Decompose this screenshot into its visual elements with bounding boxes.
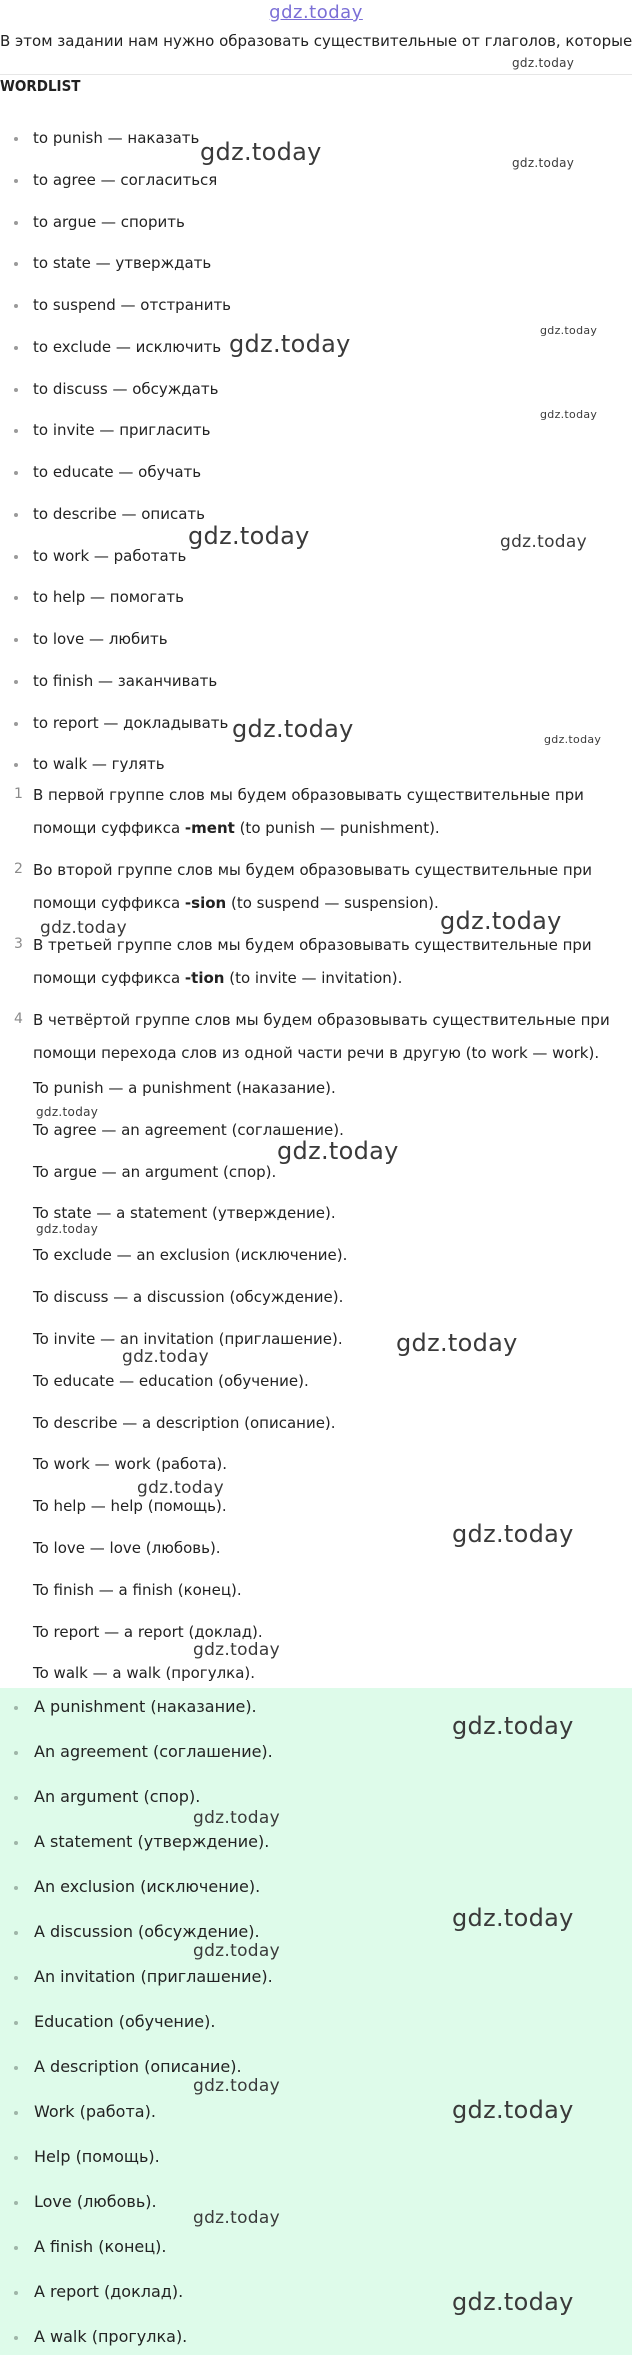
rule-line: В четвёртой группе слов мы будем образовывать существительные при xyxy=(33,1011,610,1029)
watermark: gdz.today xyxy=(122,1347,209,1367)
watermark: gdz.today xyxy=(40,918,127,938)
rule-line: Во второй группе слов мы будем образовывать существительные при xyxy=(33,861,592,879)
watermark: gdz.today xyxy=(200,138,322,166)
bullet-icon xyxy=(14,1706,18,1710)
bullet-icon xyxy=(14,346,18,350)
bullet-icon xyxy=(14,1976,18,1980)
bullet-icon xyxy=(14,388,18,392)
example-line: To state — a statement (утверждение). xyxy=(33,1204,336,1222)
bullet-icon xyxy=(14,680,18,684)
watermark: gdz.today xyxy=(452,1520,574,1548)
suffix: -sion xyxy=(184,894,227,912)
rule-line: помощи суффикса -ment (to punish — punishment). xyxy=(33,819,440,837)
bullet-icon xyxy=(14,513,18,517)
watermark: gdz.today xyxy=(500,532,587,552)
suffix: -ment xyxy=(184,819,235,837)
watermark: gdz.today xyxy=(512,156,575,170)
watermark: gdz.today xyxy=(452,2096,574,2124)
bullet-icon xyxy=(14,2156,18,2160)
rule-line: В первой группе слов мы будем образовывать существительные при xyxy=(33,786,584,804)
rule-number: 4 xyxy=(14,1011,23,1027)
watermark: gdz.today xyxy=(193,1640,280,1660)
example-line: To punish — a punishment (наказание). xyxy=(33,1079,336,1097)
watermark: gdz.today xyxy=(452,1904,574,1932)
bullet-icon xyxy=(14,429,18,433)
bullet-icon xyxy=(14,262,18,266)
watermark: gdz.today xyxy=(440,907,562,935)
bullet-icon xyxy=(14,2291,18,2295)
bullet-icon xyxy=(14,2066,18,2070)
rule-line: помощи суффикса -sion (to suspend — suspension). xyxy=(33,894,439,912)
example-line: To help — help (помощь). xyxy=(33,1497,227,1515)
watermark: gdz.today xyxy=(512,56,575,70)
bullet-icon xyxy=(14,2201,18,2205)
bullet-icon xyxy=(14,1886,18,1890)
watermark: gdz.today xyxy=(193,2208,280,2228)
watermark: gdz.today xyxy=(36,1222,99,1236)
rule-number: 2 xyxy=(14,861,23,877)
bullet-icon xyxy=(14,2021,18,2025)
watermark: gdz.today xyxy=(396,1329,518,1357)
example-line: To invite — an invitation (приглашение). xyxy=(33,1330,343,1348)
example-line: To argue — an argument (спор). xyxy=(33,1163,277,1181)
bullet-icon xyxy=(14,471,18,475)
watermark: gdz.today xyxy=(452,1712,574,1740)
watermark: gdz.today xyxy=(540,408,598,421)
example-line: To exclude — an exclusion (исключение). xyxy=(33,1246,348,1264)
site-logo[interactable]: gdz.today xyxy=(269,2,363,23)
bullet-icon xyxy=(14,221,18,225)
divider xyxy=(0,74,632,75)
watermark: gdz.today xyxy=(452,2288,574,2316)
example-line: To educate — education (обучение). xyxy=(33,1372,309,1390)
bullet-icon xyxy=(14,2111,18,2115)
bullet-icon xyxy=(14,179,18,183)
example-line: To finish — a finish (конец). xyxy=(33,1581,242,1599)
watermark: gdz.today xyxy=(277,1137,399,1165)
example-line: To discuss — a discussion (обсуждение). xyxy=(33,1288,344,1306)
example-line: To love — love (любовь). xyxy=(33,1539,221,1557)
example-line: To report — a report (доклад). xyxy=(33,1623,263,1641)
watermark: gdz.today xyxy=(193,1808,280,1828)
wordlist-heading: WORDLIST xyxy=(0,77,81,95)
rule-number: 3 xyxy=(14,936,23,952)
bullet-icon xyxy=(14,2336,18,2340)
example-line: To agree — an agreement (соглашение). xyxy=(33,1121,344,1139)
watermark: gdz.today xyxy=(36,1105,99,1119)
page: gdz.today В этом задании нам нужно образовать существительные от глаголов, которые WORDLIST to punish — наказать to agree — согласиться to argue — спорить to state — утверждать to suspend — отстранить to exclude — исключить to discuss — обсуждать to invite — пригласить to educate — обучать to describe — описать to work — работать to help — помогать to love — любить to finish — заканчивать to report — докладывать to walk — гулять 1 В первой группе слов мы будем образовывать существительные при помощи суффикса -ment (to punish — punishment). 2 Во второй группе слов мы будем образовывать существительные при помощи суффикса -sion (to suspend — suspension). 3 В третьей группе слов мы будем образовывать существительные при помощи суффикса -tion (to invite — invitation). 4 В четвёртой группе слов мы будем образовывать существительные при помощи перехода слов из одной части речи в другую (to work — work). To punish — a punishment (наказание). To agree — an agreement (соглашение). To argue — an argument (спор). To state — a statement (утверждение). To exclude — an exclusion (исключение). To discuss — a discussion (обсуждение). To invite — an invitation (приглашение). To educate — education (обучение). To describe — a description (описание). To work — work (работа). To help — help (помощь). To love — love (любовь). To finish — a finish (конец). To report — a report (доклад). To walk — a walk (прогулка). A punishment (наказание). An agreement (соглашение). An argument (спор). A statement (утверждение). An exclusion (исключение). A discussion (обсуждение). An invitation (приглашение). Education (обучение). A description (описание). Work (работа). Help (помощь). Love (любовь). A finish (конец). A report (доклад). A walk (прогулка). gdz.today gdz.today gdz.today gdz.today gdz.today gdz.today gdz.today gdz.today gdz.today gdz.today gdz.today gdz.today gdz.today gdz.today gdz.today gdz.today gdz.today gdz.today gdz.today gdz.today gdz.today gdz.today gdz.today gdz.today gdz.today gdz.today gdz.today gdz.today xyxy=(0,0,632,2355)
bullet-icon xyxy=(14,2246,18,2250)
watermark: gdz.today xyxy=(193,1941,280,1961)
watermark: gdz.today xyxy=(540,324,598,337)
watermark: gdz.today xyxy=(229,330,351,358)
watermark: gdz.today xyxy=(188,522,310,550)
rule-number: 1 xyxy=(14,786,23,802)
example-line: To walk — a walk (прогулка). xyxy=(33,1664,256,1682)
rule-line: помощи перехода слов из одной части речи в другую (to work — work). xyxy=(33,1044,600,1062)
rule-line: помощи суффикса -tion (to invite — invitation). xyxy=(33,969,403,987)
intro-text: В этом задании нам нужно образовать существительные от глаголов, которые xyxy=(0,32,632,50)
watermark: gdz.today xyxy=(193,2076,280,2096)
bullet-icon xyxy=(14,137,18,141)
watermark: gdz.today xyxy=(232,715,354,743)
bullet-icon xyxy=(14,1796,18,1800)
bullet-icon xyxy=(14,763,18,767)
rule-line: В третьей группе слов мы будем образовывать существительные при xyxy=(33,936,592,954)
bullet-icon xyxy=(14,1751,18,1755)
example-line: To describe — a description (описание). xyxy=(33,1414,336,1432)
bullet-icon xyxy=(14,596,18,600)
example-line: To work — work (работа). xyxy=(33,1455,228,1473)
bullet-icon xyxy=(14,1931,18,1935)
bullet-icon xyxy=(14,638,18,642)
bullet-icon xyxy=(14,304,18,308)
bullet-icon xyxy=(14,555,18,559)
watermark: gdz.today xyxy=(544,733,602,746)
watermark: gdz.today xyxy=(137,1478,224,1498)
bullet-icon xyxy=(14,722,18,726)
bullet-icon xyxy=(14,1841,18,1845)
suffix: -tion xyxy=(184,969,225,987)
